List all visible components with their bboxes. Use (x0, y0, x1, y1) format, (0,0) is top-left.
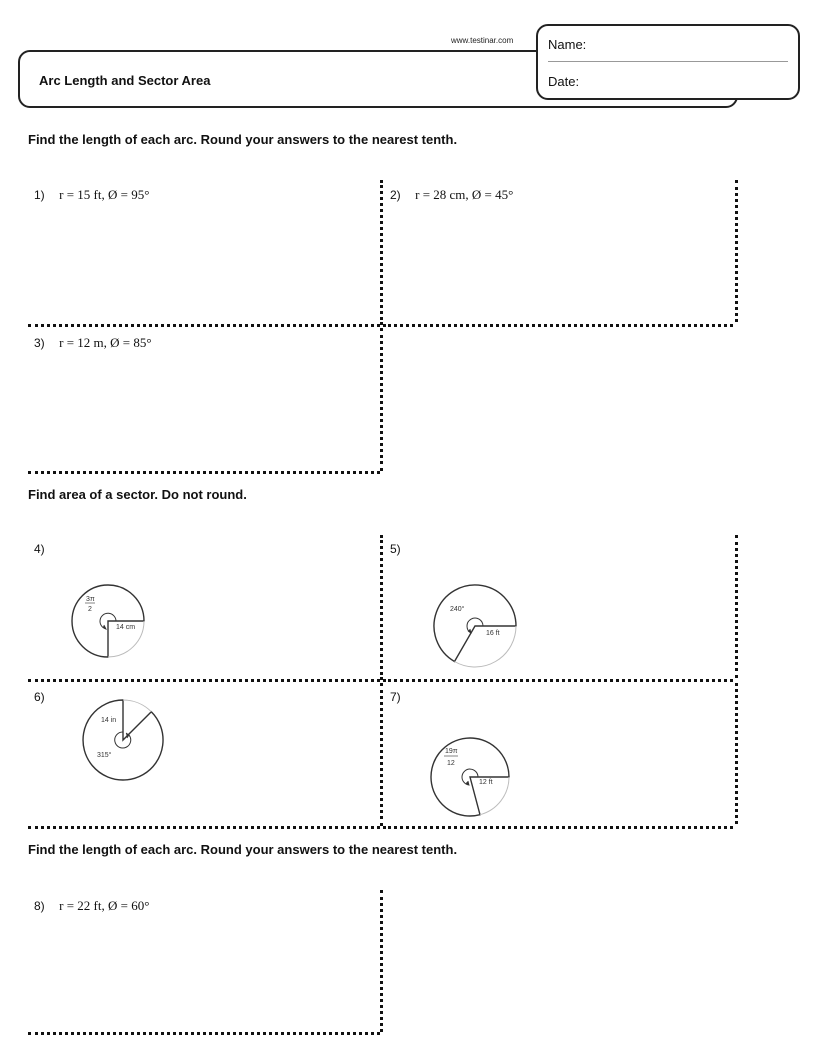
angle-label: 315° (97, 752, 112, 759)
divider (735, 535, 738, 678)
radius-label: 16 ft (486, 630, 500, 637)
radius-label: 14 in (101, 717, 117, 724)
question-text: r = 12 m, Ø = 85° (59, 335, 152, 350)
divider (380, 683, 383, 826)
sector-figure-4 (70, 583, 146, 659)
angle-label-top: 3π (86, 596, 95, 603)
divider (28, 826, 380, 829)
question-number: 3) (34, 336, 45, 350)
section-3-instruction: Find the length of each arc. Round your answers to the nearest tenth. (28, 842, 458, 857)
name-field-line[interactable] (548, 61, 788, 62)
angle-label-bottom: 12 (447, 760, 455, 767)
question-number: 1) (34, 188, 45, 202)
question-7-number: 7) (390, 690, 401, 704)
divider (28, 324, 380, 327)
question-text: r = 15 ft, Ø = 95° (59, 187, 150, 202)
question-2 (390, 186, 513, 204)
question-number: 2) (390, 188, 401, 202)
angle-label-bottom: 2 (88, 606, 92, 613)
question-1 (34, 186, 149, 204)
divider (383, 679, 733, 682)
section-2-instruction: Find area of a sector. Do not round. (28, 487, 247, 502)
question-text: r = 22 ft, Ø = 60° (59, 898, 150, 913)
section-1-instruction: Find the length of each arc. Round your answers to the nearest tenth. (28, 132, 458, 147)
divider (383, 826, 733, 829)
radius-label: 12 ft (479, 779, 493, 786)
divider (380, 328, 383, 471)
divider (28, 679, 380, 682)
angle-label-top: 19π (445, 748, 458, 755)
divider (735, 683, 738, 824)
question-8 (34, 897, 149, 915)
divider (380, 180, 383, 325)
divider (28, 1032, 380, 1035)
date-label: Date: (548, 74, 580, 89)
name-label: Name: (548, 37, 587, 52)
radius-label: 14 cm (116, 624, 136, 631)
divider (380, 890, 383, 1032)
question-text: r = 28 cm, Ø = 45° (415, 187, 514, 202)
sector-figure-5 (434, 585, 516, 667)
question-6-number: 6) (34, 690, 45, 704)
website-label: www.testinar.com (451, 36, 514, 45)
sector-figure-7 (431, 738, 509, 816)
divider (735, 180, 738, 322)
divider (383, 324, 733, 327)
divider (28, 471, 380, 474)
angle-label: 240° (450, 606, 465, 613)
question-5-number: 5) (390, 542, 401, 556)
divider (380, 535, 383, 680)
worksheet-title: Arc Length and Sector Area (39, 73, 211, 88)
question-3 (34, 334, 152, 352)
question-number: 8) (34, 899, 45, 913)
sector-figure-6 (83, 700, 163, 780)
question-4-number: 4) (34, 542, 45, 556)
